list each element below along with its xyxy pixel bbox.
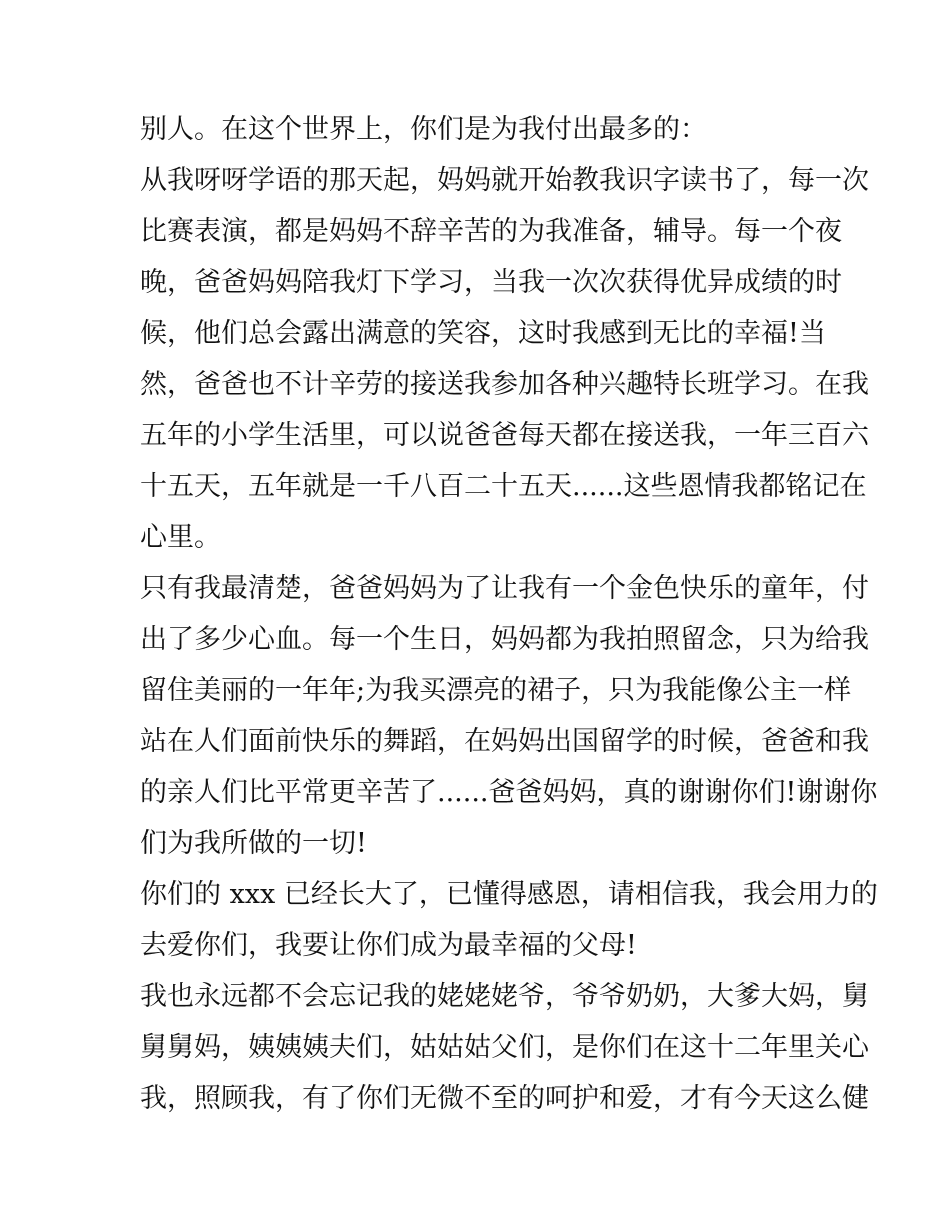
text-line: 比赛表演，都是妈妈不辞辛苦的为我准备，辅导。每一个夜: [140, 216, 842, 247]
text-line: 晚，爸爸妈妈陪我灯下学习，当我一次次获得优异成绩的时: [140, 267, 842, 298]
text-line: 去爱你们，我要让你们成为最幸福的父母!: [140, 930, 637, 961]
text-line: 出了多少心血。每一个生日，妈妈都为我拍照留念，只为给我: [140, 624, 869, 655]
text-line: 的亲人们比平常更辛苦了......爸爸妈妈，真的谢谢你们!谢谢你: [140, 777, 878, 808]
text-line: 别人。在这个世界上，你们是为我付出最多的：: [140, 114, 707, 145]
text-line: 候，他们总会露出满意的笑容，这时我感到无比的幸福!当: [140, 318, 826, 349]
text-line: 我也永远都不会忘记我的姥姥姥爷，爷爷奶奶，大爹大妈，舅: [140, 981, 869, 1012]
text-line: 五年的小学生活里，可以说爸爸每天都在接送我，一年三百六: [140, 420, 869, 451]
text-line: 我，照顾我，有了你们无微不至的呵护和爱，才有今天这么健: [140, 1083, 869, 1114]
text-line: 然，爸爸也不计辛劳的接送我参加各种兴趣特长班学习。在我: [140, 369, 869, 400]
text-line: 只有我最清楚，爸爸妈妈为了让我有一个金色快乐的童年，付: [140, 573, 869, 604]
text-line: 十五天，五年就是一千八百二十五天......这些恩情我都铭记在: [140, 471, 867, 502]
text-line: 站在人们面前快乐的舞蹈，在妈妈出国留学的时候，爸爸和我: [140, 726, 869, 757]
text-line: 们为我所做的一切!: [140, 828, 367, 859]
text-line: 从我呀呀学语的那天起，妈妈就开始教我识字读书了，每一次: [140, 165, 869, 196]
text-line: 留住美丽的一年年;为我买漂亮的裙子，只为我能像公主一样: [140, 675, 852, 706]
text-line: 你们的 xxx 已经长大了，已懂得感恩，请相信我，我会用力的: [140, 879, 878, 910]
document-body: [140, 110, 878, 1130]
text-line: 心里。: [140, 522, 221, 553]
text-line: 舅舅妈，姨姨姨夫们，姑姑姑父们，是你们在这十二年里关心: [140, 1032, 869, 1063]
